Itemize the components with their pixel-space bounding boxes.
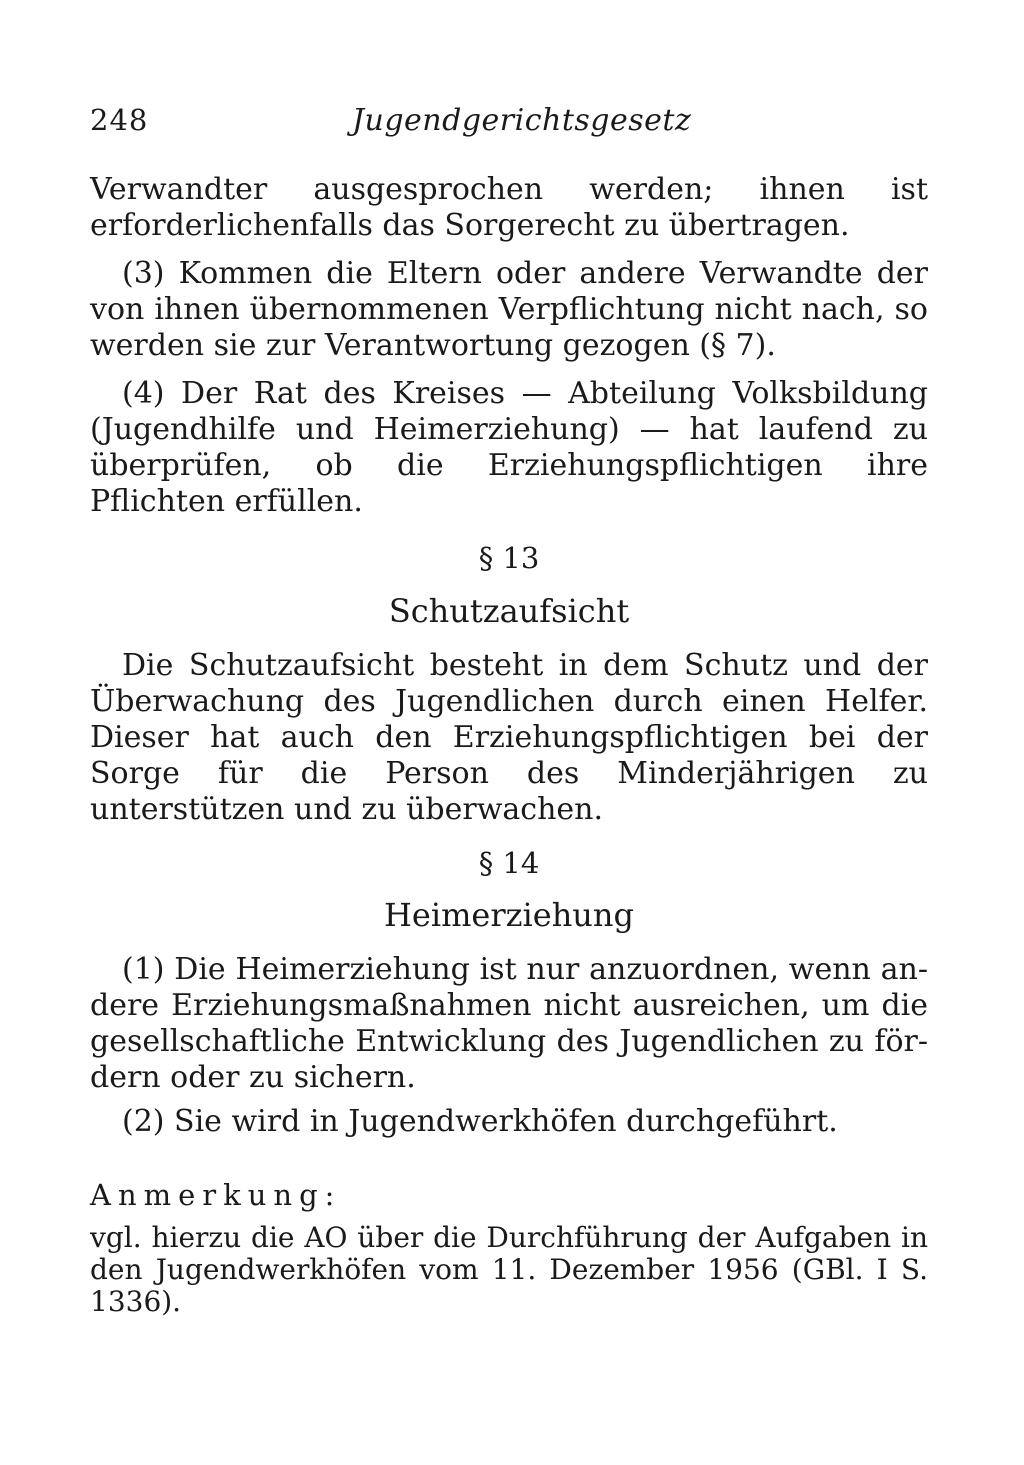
paragraph-3: (3) Kommen die Eltern oder andere Verwandte der von ihnen übernommenen Verpflichtung nicht nach, so werden sie zur Verantwortung gezogen (§ 7). — [90, 256, 928, 363]
continuation-paragraph: Verwandter ausgesprochen werden; ihnen ist erforderlichenfalls das Sorgerecht zu übertragen. — [90, 172, 928, 243]
section-13-text: Die Schutzaufsicht besteht in dem Schutz und der Überwachung des Jugendlichen durch einen Helfer. Dieser hat auch den Erziehungspflichtigen bei der Sorge für die Person des Minderjährigen zu unterstützen und zu überwachen. — [90, 648, 928, 827]
section-13-title: Schutzaufsicht — [388, 592, 630, 630]
section-13-number: § 13 — [478, 541, 540, 575]
note-label: Anmerkung: — [90, 1178, 342, 1212]
section-14-number: § 14 — [478, 846, 540, 880]
running-title: Jugendgerichtsgesetz — [352, 103, 692, 138]
page-number: 248 — [90, 103, 149, 137]
section-14-paragraph-1: (1) Die Heimerziehung ist nur anzuordnen, wenn andere Erziehungsmaßnahmen nicht ausreichen, um die gesellschaftliche Entwicklung des Jugendlichen zu fördern oder zu sichern. — [90, 952, 928, 1095]
paragraph-4: (4) Der Rat des Kreises — Abteilung Volksbildung (Jugendhilfe und Heimerziehung) — hat laufend zu überprüfen, ob die Erziehungspflichtigen ihre Pflichten erfüllen. — [90, 376, 928, 519]
section-14-title: Heimerziehung — [384, 896, 634, 934]
page-header — [90, 103, 930, 143]
section-14-paragraph-2: (2) Sie wird in Jugendwerkhöfen durchgeführt. — [122, 1104, 838, 1139]
note-text: vgl. hierzu die AO über die Durchführung der Aufgaben in den Jugendwerkhöfen vom 11. Dezember 1956 (GBl. I S. 1336). — [90, 1221, 928, 1318]
